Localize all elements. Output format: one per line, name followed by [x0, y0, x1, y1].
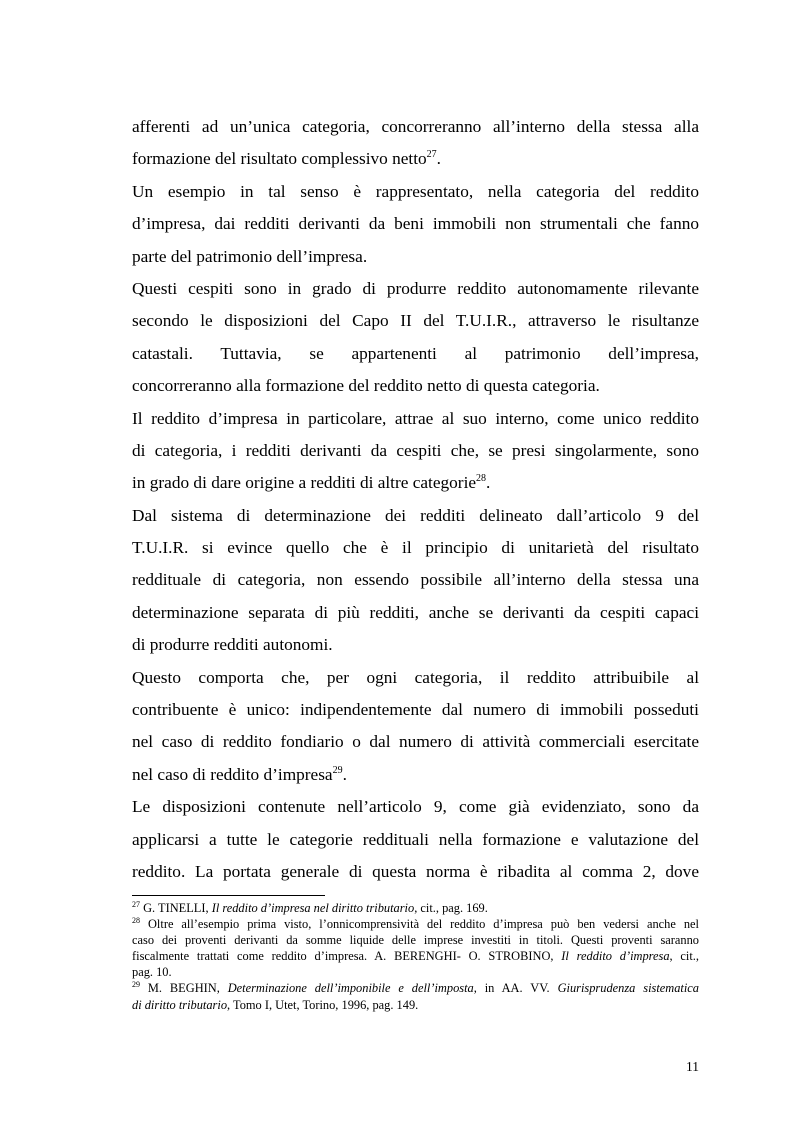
- body-line: [132, 143, 699, 175]
- footnote-text: , Tomo I, Utet, Torino, 1996, pag. 149.: [227, 997, 419, 1012]
- footnote-title: Determinazione dell’imponibile e dell’imposta: [227, 981, 474, 996]
- body-line: [132, 662, 699, 694]
- body-text: [132, 111, 699, 888]
- body-line-text: nel caso di reddito d’impresa: [132, 764, 333, 784]
- footnote-line: [132, 900, 699, 916]
- footnote-title: di diritto tributario: [132, 997, 228, 1012]
- body-line: [132, 241, 699, 273]
- body-line-text: catastali. Tuttavia, se appartenenti al patrimonio dell’impresa,: [132, 343, 699, 363]
- footnote-text: fiscalmente trattati come reddito d’impresa. A. BERENGHI- O. STROBINO,: [132, 949, 562, 964]
- footnote-separator: [132, 895, 325, 896]
- body-line: [132, 500, 699, 532]
- body-line: [132, 856, 699, 888]
- footnote-number: 28: [132, 916, 140, 926]
- footnote-line: [132, 997, 699, 1013]
- body-line: [132, 403, 699, 435]
- body-line-text: determinazione separata di più redditi, anche se derivanti da cespiti capaci: [132, 602, 699, 622]
- body-line: [132, 564, 699, 596]
- page-number: 11: [686, 1059, 699, 1074]
- body-line: [132, 532, 699, 564]
- footnote-line: [132, 948, 699, 964]
- body-line-text: nel caso di reddito fondiario o dal numero di attività commerciali esercitate: [132, 732, 699, 752]
- body-line: [132, 629, 699, 661]
- body-line-text: contribuente è unico: indipendentemente dal numero di immobili posseduti: [132, 700, 699, 720]
- body-line: [132, 435, 699, 467]
- body-line: [132, 597, 699, 629]
- body-line-text: di categoria, i redditi derivanti da cespiti che, se presi singolarmente, sono: [132, 440, 699, 460]
- footnote-text: pag. 10.: [132, 965, 172, 980]
- body-line-punct: .: [436, 149, 441, 169]
- body-line: [132, 726, 699, 758]
- footnote-line: [132, 916, 699, 932]
- footnote-title: Il reddito d’impresa: [561, 949, 670, 964]
- body-line-text: applicarsi a tutte le categorie reddituali nella formazione e valutazione del: [132, 829, 699, 849]
- body-line: [132, 467, 699, 499]
- footnote-number: 27: [132, 900, 140, 909]
- body-line-text: Dal sistema di determinazione dei redditi delineato dall’articolo 9 del: [132, 505, 699, 525]
- body-line-text: Le disposizioni contenute nell’articolo 9, come già evidenziato, sono da: [132, 797, 699, 817]
- footnote-title: Il reddito d’impresa nel diritto tributario: [211, 901, 415, 915]
- body-line-text: formazione del risultato complessivo netto: [132, 149, 427, 169]
- body-line: [132, 176, 699, 208]
- footnote-line: [132, 932, 699, 948]
- body-line-text: concorreranno alla formazione del reddito netto di questa categoria.: [132, 376, 600, 396]
- footnote-text: M. BEGHIN,: [140, 981, 228, 996]
- footnote-number: 29: [132, 980, 140, 990]
- footnote-line: [132, 980, 699, 996]
- body-line-text: Questi cespiti sono in grado di produrre reddito autonomamente rilevante: [132, 278, 699, 298]
- body-line: [132, 759, 699, 791]
- footnote-title: Giurisprudenza sistematica: [557, 981, 700, 996]
- body-line: [132, 273, 699, 305]
- footnote-text: , cit., pag. 169.: [414, 901, 488, 915]
- body-line: [132, 694, 699, 726]
- footnote-ref: 27: [426, 149, 437, 161]
- body-line-text: parte del patrimonio dell’impresa.: [132, 246, 368, 266]
- footnote-text: , cit.,: [669, 949, 699, 964]
- body-line-text: in grado di dare origine a redditi di altre categorie: [132, 473, 477, 493]
- footnotes: [132, 900, 699, 1013]
- footnote-text: G. TINELLI,: [140, 901, 212, 915]
- body-line-text: T.U.I.R. si evince quello che è il principio di unitarietà del risultato: [132, 538, 699, 558]
- body-line-punct: .: [342, 764, 347, 784]
- body-line-text: secondo le disposizioni del Capo II del T.U.I.R., attraverso le risultanze: [132, 311, 699, 331]
- body-line: [132, 338, 699, 370]
- body-line: [132, 791, 699, 823]
- body-line: [132, 370, 699, 402]
- body-line-text: d’impresa, dai redditi derivanti da beni immobili non strumentali che fanno: [132, 214, 699, 234]
- body-line-text: Un esempio in tal senso è rappresentato, nella categoria del reddito: [132, 181, 699, 201]
- footnote-ref: 28: [476, 473, 487, 485]
- body-line: [132, 111, 699, 143]
- footnote-text: caso dei proventi derivanti da somme liquide delle imprese investiti in titoli. Questi proventi saranno: [132, 933, 699, 948]
- footnote-ref: 29: [332, 764, 343, 776]
- body-line-text: Il reddito d’impresa in particolare, attrae al suo interno, come unico reddito: [132, 408, 699, 428]
- footnote-text: Oltre all’esempio prima visto, l’onnicomprensività del reddito d’impresa può ben vedersi anche nel: [140, 917, 699, 932]
- body-line-text: afferenti ad un’unica categoria, concorreranno all’interno della stessa alla: [132, 117, 699, 136]
- body-line-text: di produrre redditi autonomi.: [132, 635, 333, 655]
- body-line: [132, 824, 699, 856]
- body-line: [132, 208, 699, 240]
- footnote-line: [132, 964, 699, 980]
- body-line: [132, 305, 699, 337]
- body-line-text: reddituale di categoria, non essendo possibile all’interno della stessa una: [132, 570, 699, 590]
- body-line-text: Questo comporta che, per ogni categoria, il reddito attribuibile al: [132, 667, 699, 687]
- body-line-punct: .: [486, 473, 491, 493]
- footnote-text: , in AA. VV.: [473, 981, 558, 996]
- body-line-text: reddito. La portata generale di questa norma è ribadita al comma 2, dove: [132, 861, 699, 881]
